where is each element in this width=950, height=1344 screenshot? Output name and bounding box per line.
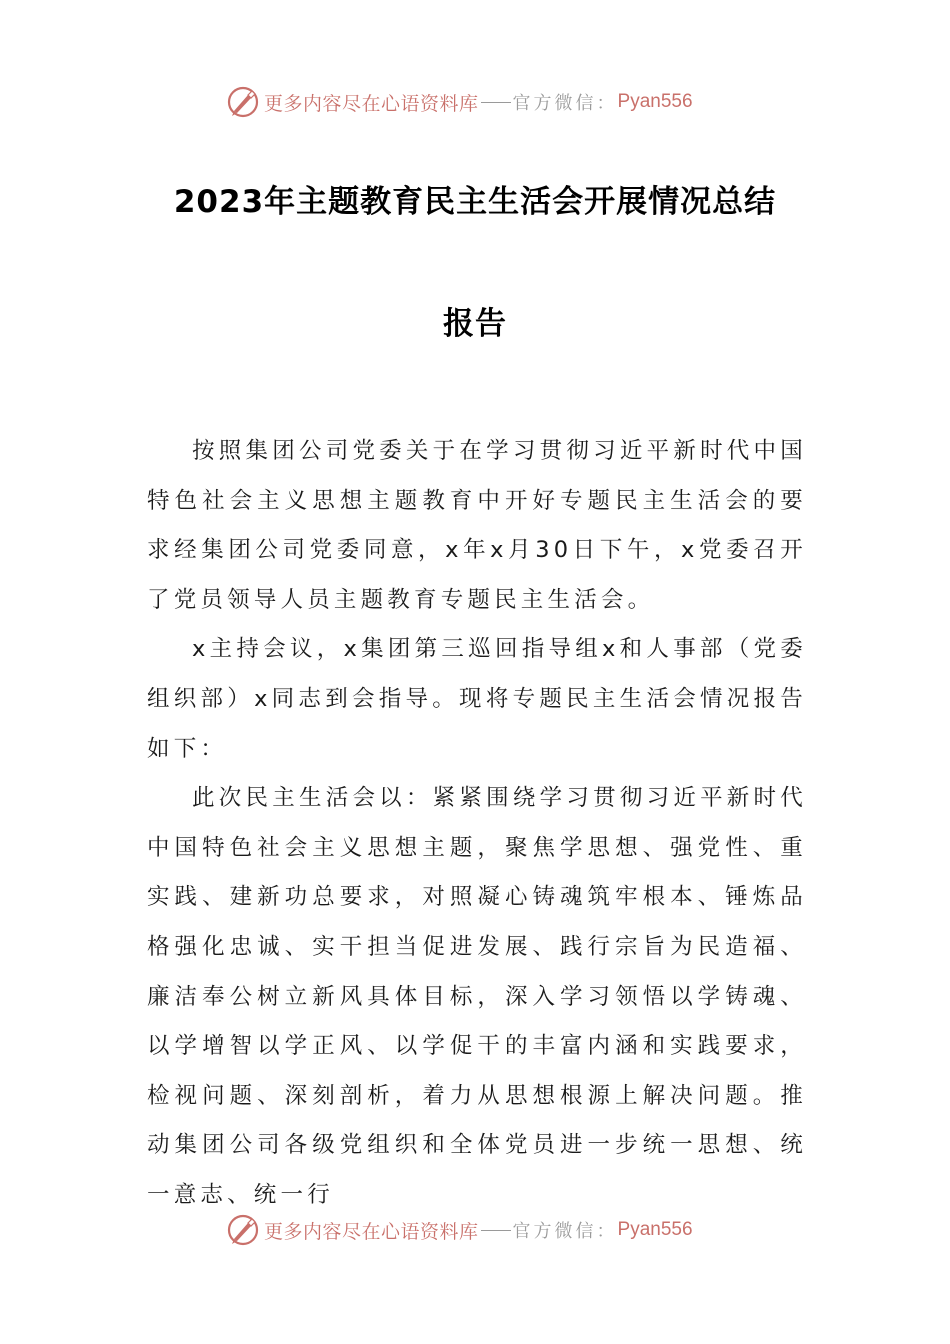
- watermark-wechat-id: Pyan556: [617, 1219, 693, 1240]
- watermark-dash: [481, 102, 511, 103]
- document-title-line-2: 报告: [443, 306, 507, 342]
- pen-logo-icon: [226, 85, 260, 119]
- watermark-wechat-id: Pyan556: [617, 91, 693, 112]
- watermark-official-label: 官方微信：: [512, 1221, 618, 1242]
- footer-watermark: [226, 1212, 693, 1248]
- paragraph-1: 按照集团公司党委关于在学习贯彻习近平新时代中国特色社会主义思想主题教育中开好专题民主生活会的要求经集团公司党委同意，x年x月30日下午，x党委召开了党员领导人员主题教育专题民主生活会。: [147, 438, 807, 613]
- header-watermark: [226, 84, 693, 120]
- watermark-dash: [481, 1230, 511, 1231]
- watermark-brand-text: 更多内容尽在心语资料库: [264, 92, 479, 115]
- pen-logo-icon: [226, 1213, 260, 1247]
- paragraph-3: 此次民主生活会以：紧紧围绕学习贯彻习近平新时代中国特色社会主义思想主题，聚焦学思想、强党性、重实践、建新功总要求，对照凝心铸魂筑牢根本、锤炼品格强化忠诚、实干担当促进发展、践行宗旨为民造福、廉洁奉公树立新风具体目标，深入学习领悟以学铸魂、以学增智以学正风、以学促干的丰富内涵和实践要求，检视问题、深刻剖析，着力从思想根源上解决问题。推动集团公司各级党组织和全体党员进一步统一思想、统一意志、统一行: [147, 785, 807, 1208]
- paragraph-2: x主持会议，x集团第三巡回指导组x和人事部（党委组织部）x同志到会指导。现将专题民主生活会情况报告如下：: [147, 636, 807, 762]
- watermark-brand-text: 更多内容尽在心语资料库: [264, 1220, 479, 1243]
- document-body: [147, 427, 807, 1221]
- document-title-line-1: 2023年主题教育民主生活会开展情况总结: [173, 184, 777, 220]
- watermark-official-label: 官方微信：: [512, 93, 618, 114]
